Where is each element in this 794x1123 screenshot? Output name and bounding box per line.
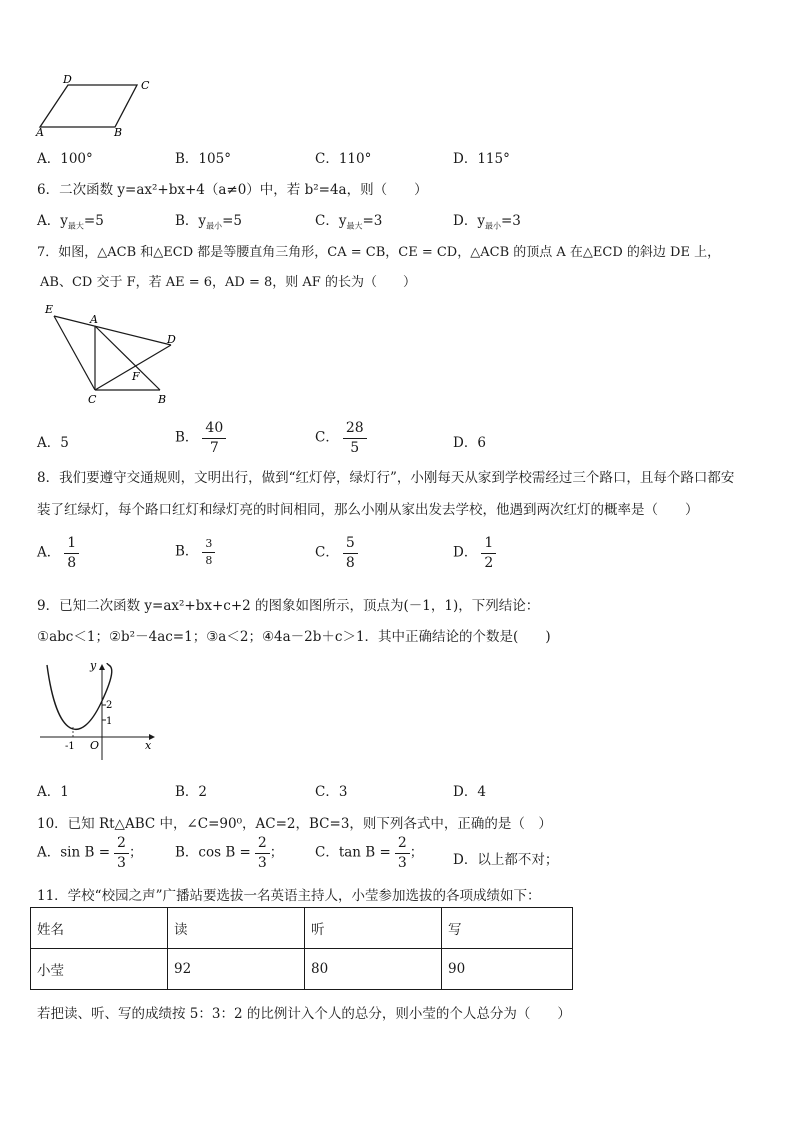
q8-a-prefix: A． bbox=[37, 544, 61, 561]
q8-c-den: 8 bbox=[345, 554, 355, 571]
q6-b-prefix: B．y bbox=[175, 213, 207, 229]
q10-a-num: 2 bbox=[114, 836, 129, 854]
q10-b-prefix: B．cos B = bbox=[175, 844, 251, 861]
q8-c-fraction bbox=[343, 536, 358, 570]
q9-option-b[interactable]: B．2 bbox=[175, 784, 208, 800]
q8-a-num: 1 bbox=[64, 536, 79, 554]
q8-d-num: 1 bbox=[481, 536, 496, 554]
q7-option-c[interactable] bbox=[315, 421, 367, 455]
q6-option-d[interactable] bbox=[453, 209, 521, 232]
q8-option-c[interactable] bbox=[315, 536, 358, 570]
q8-d-den: 2 bbox=[484, 554, 494, 571]
q10-option-a[interactable] bbox=[37, 836, 142, 870]
q8-c-num: 5 bbox=[343, 536, 358, 554]
q10-a-suffix: ； bbox=[128, 844, 143, 861]
segment-CD bbox=[95, 345, 171, 390]
q6-a-sub: 最大 bbox=[67, 221, 84, 231]
q6-d-prefix: D．y bbox=[453, 213, 485, 229]
segment-EC bbox=[54, 316, 95, 390]
header-listen: 听 bbox=[305, 908, 442, 949]
q6-c-prefix: C．y bbox=[315, 213, 347, 229]
label-A2: A bbox=[90, 313, 98, 326]
q7-question-line1: 7．如图，△ACB 和△ECD 都是等腰直角三角形，CA = CB，CE = CD，△ACB 的顶点 A 在△ECD 的斜边 DE 上， bbox=[37, 245, 721, 260]
segment-AB bbox=[95, 326, 160, 390]
q6-b-sub: 最小 bbox=[206, 221, 223, 231]
parallelogram-figure bbox=[30, 72, 160, 138]
label-C2: C bbox=[88, 393, 97, 406]
q10-b-den: 3 bbox=[257, 854, 267, 871]
score-table bbox=[30, 907, 573, 990]
q6-a-prefix: A．y bbox=[37, 213, 68, 229]
header-write: 写 bbox=[442, 908, 573, 949]
q7-option-a[interactable]: A．5 bbox=[37, 435, 69, 451]
q7-c-num: 28 bbox=[343, 421, 367, 439]
label-B: B bbox=[114, 126, 123, 138]
q10-c-prefix: C．tan B = bbox=[315, 844, 391, 861]
q8-option-b[interactable] bbox=[175, 538, 215, 566]
q7-c-prefix: C． bbox=[315, 429, 339, 446]
label-F: F bbox=[132, 370, 140, 383]
q7-option-b[interactable] bbox=[175, 421, 226, 455]
q6-option-c[interactable] bbox=[315, 209, 382, 232]
y-axis-arrow bbox=[99, 664, 105, 670]
label-D: D bbox=[63, 73, 72, 86]
q10-b-suffix: ； bbox=[269, 844, 284, 861]
q10-option-c[interactable] bbox=[315, 836, 423, 870]
q7-b-prefix: B． bbox=[175, 429, 199, 446]
q10-option-b[interactable] bbox=[175, 836, 283, 870]
q7-option-d[interactable]: D．6 bbox=[453, 435, 486, 451]
parabola-figure bbox=[35, 655, 160, 767]
q7-question-line2: AB、CD 交于 F，若 AE = 6，AD = 8，则 AF 的长为（ ） bbox=[40, 275, 416, 290]
q9-option-a[interactable]: A．1 bbox=[37, 784, 69, 800]
label-B2: B bbox=[158, 393, 167, 406]
q10-b-num: 2 bbox=[255, 836, 270, 854]
q8-c-prefix: C． bbox=[315, 544, 339, 561]
q7-b-den: 7 bbox=[209, 439, 219, 456]
q9-question-line1: 9．已知二次函数 y=ax²+bx+c+2 的图象如图所示，顶点为(－1，1)，下列结论： bbox=[37, 598, 540, 614]
q8-option-a[interactable] bbox=[37, 536, 79, 570]
q9-option-d[interactable]: D．4 bbox=[453, 784, 486, 800]
q9-option-c[interactable]: C．3 bbox=[315, 784, 348, 800]
q11-followup: 若把读、听、写的成绩按 5：3：2 的比例计入个人的总分，则小莹的个人总分为（ ） bbox=[37, 1006, 571, 1022]
q8-option-d[interactable] bbox=[453, 536, 496, 570]
q10-a-fraction bbox=[114, 836, 129, 870]
q8-d-prefix: D． bbox=[453, 544, 478, 561]
q9-question-line2: ①abc＜1；②b²－4ac=1；③a＜2；④4a－2b＋c＞1．其中正确结论的个数是( ) bbox=[37, 629, 551, 645]
q7-b-fraction bbox=[202, 421, 226, 455]
label-D2: D bbox=[167, 333, 176, 346]
q6-option-b[interactable] bbox=[175, 209, 242, 232]
q6-question: 6．二次函数 y=ax²+bx+4（a≠0）中，若 b²=4a，则（ ） bbox=[37, 182, 428, 198]
q5-option-b[interactable]: B．105° bbox=[175, 151, 231, 167]
cell-read: 92 bbox=[168, 949, 305, 990]
q8-b-prefix: B． bbox=[175, 543, 199, 560]
q10-b-fraction bbox=[255, 836, 270, 870]
label-1: 1 bbox=[106, 716, 113, 727]
q7-c-fraction bbox=[343, 421, 367, 455]
header-read: 读 bbox=[168, 908, 305, 949]
q7-b-num: 40 bbox=[202, 421, 226, 439]
q10-c-fraction bbox=[395, 836, 410, 870]
parallelogram-shape bbox=[40, 85, 137, 127]
segment-ED bbox=[54, 316, 171, 345]
q8-question-line2: 装了红绿灯，每个路口红灯和绿灯亮的时间相同，那么小刚从家出发去学校，他遇到两次红灯的概率是（ ） bbox=[37, 502, 699, 518]
q6-c-sub: 最大 bbox=[346, 221, 363, 231]
q10-c-num: 2 bbox=[395, 836, 410, 854]
label-A: A bbox=[36, 126, 44, 138]
q6-c-suffix: =3 bbox=[362, 213, 383, 229]
q5-option-c[interactable]: C．110° bbox=[315, 151, 372, 167]
y-axis-label: y bbox=[90, 659, 97, 672]
table-row bbox=[31, 949, 573, 990]
q11-question: 11．学校“校园之声”广播站要选拔一名英语主持人，小莹参加选拔的各项成绩如下： bbox=[37, 888, 541, 904]
triangle-figure bbox=[40, 300, 190, 408]
q5-option-d[interactable]: D．115° bbox=[453, 151, 510, 167]
q8-a-fraction bbox=[64, 536, 79, 570]
q10-question: 10．已知 Rt△ABC 中，∠C=90⁰，AC=2，BC=3，则下列各式中，正确的是（ ） bbox=[37, 816, 552, 832]
q6-d-suffix: =3 bbox=[500, 213, 521, 229]
cell-listen: 80 bbox=[305, 949, 442, 990]
q6-option-a[interactable] bbox=[37, 209, 104, 232]
header-name: 姓名 bbox=[31, 908, 168, 949]
label-E: E bbox=[45, 303, 54, 316]
q10-a-prefix: A．sin B = bbox=[37, 844, 111, 861]
q7-c-den: 5 bbox=[350, 439, 360, 456]
table-header-row bbox=[31, 908, 573, 949]
q8-b-den: 8 bbox=[205, 553, 213, 567]
q8-question-line1: 8．我们要遵守交通规则，文明出行，做到“红灯停，绿灯行”，小刚每天从家到学校需经过三个路口，且每个路口都安 bbox=[37, 470, 735, 486]
q10-option-d[interactable]: D．以上都不对； bbox=[453, 852, 559, 868]
label-neg1: -1 bbox=[65, 741, 75, 752]
q10-c-suffix: ； bbox=[409, 844, 424, 861]
q10-a-den: 3 bbox=[117, 854, 126, 871]
label-2: 2 bbox=[106, 700, 113, 711]
cell-name: 小莹 bbox=[31, 949, 168, 990]
q8-a-den: 8 bbox=[67, 554, 77, 571]
q5-option-a[interactable]: A．100° bbox=[37, 151, 93, 167]
q10-c-den: 3 bbox=[397, 854, 407, 871]
q8-d-fraction bbox=[481, 536, 496, 570]
cell-write: 90 bbox=[442, 949, 573, 990]
q6-d-sub: 最小 bbox=[484, 221, 501, 231]
x-axis-label: x bbox=[145, 739, 152, 752]
label-C: C bbox=[141, 79, 150, 92]
q8-b-fraction bbox=[202, 538, 215, 566]
q6-a-suffix: =5 bbox=[83, 213, 104, 229]
origin-label: O bbox=[90, 739, 100, 752]
q8-b-num: 3 bbox=[202, 538, 215, 553]
q6-b-suffix: =5 bbox=[222, 213, 242, 229]
